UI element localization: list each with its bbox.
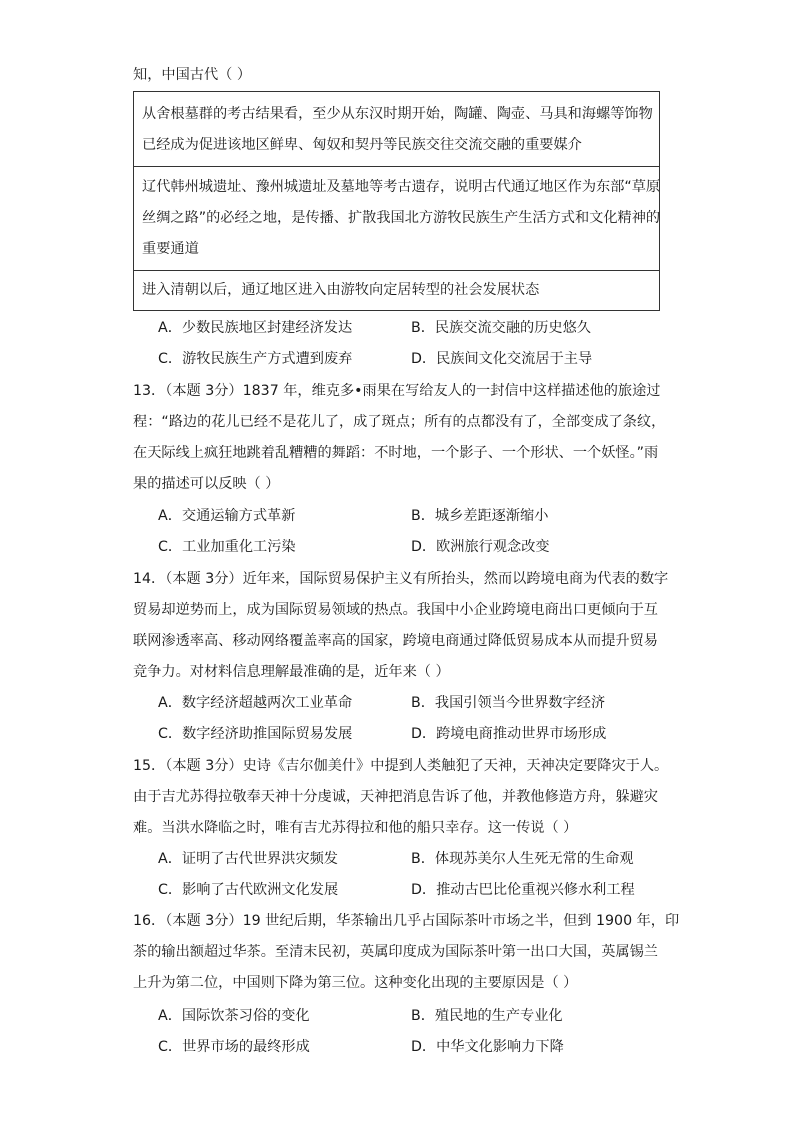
q14-stem-line: 14．（本题 3分）近年来，国际贸易保护主义有所抬头，然而以跨境电商为代表的数字 <box>133 571 669 587</box>
q13-stem-line: 程：“路边的花儿已经不是花儿了，成了斑点；所有的点都没有了，全部变成了条纹， <box>133 414 666 430</box>
q12-option-c[interactable]: C．游牧民族生产方式遭到废弃 <box>158 351 353 367</box>
q14-option-c[interactable]: C．数字经济助推国际贸易发展 <box>158 726 353 742</box>
q13-option-a[interactable]: A．交通运输方式革新 <box>158 508 296 524</box>
q16-stem-line: 16．（本题 3分）19 世纪后期，华茶输出几乎占国际茶叶市场之半，但到 1900 年，印 <box>133 913 680 929</box>
q14-stem-line: 竞争力。对材料信息理解最准确的是，近年来（ ） <box>133 664 450 680</box>
q15-option-a[interactable]: A．证明了古代世界洪灾频发 <box>158 851 338 867</box>
table-cell-line: 重要通道 <box>142 241 199 257</box>
q12-option-a[interactable]: A．少数民族地区封建经济发达 <box>158 320 353 336</box>
table-row <box>134 166 659 270</box>
q14-stem-line: 贸易却逆势而上，成为国际贸易领域的热点。我国中小企业跨境电商出口更倾向于互 <box>133 602 658 618</box>
q15-stem-line: 难。当洪水降临之时，唯有吉尤苏得拉和他的船只幸存。这一传说（ ） <box>133 820 578 836</box>
q13-option-c[interactable]: C．工业加重化工污染 <box>158 539 296 555</box>
table-row <box>134 92 659 166</box>
q13-option-d[interactable]: D．欧洲旅行观念改变 <box>411 539 550 555</box>
q12-option-d[interactable]: D．民族间文化交流居于主导 <box>411 351 593 367</box>
q15-option-b[interactable]: B．体现苏美尔人生死无常的生命观 <box>411 851 634 867</box>
q16-option-a[interactable]: A．国际饮茶习俗的变化 <box>158 1008 310 1024</box>
q16-option-d[interactable]: D．中华文化影响力下降 <box>411 1039 564 1055</box>
q14-option-a[interactable]: A．数字经济超越两次工业革命 <box>158 695 353 711</box>
q16-stem-line: 茶的输出额超过华茶。至清末民初，英属印度成为国际茶叶第一出口大国，英属锡兰 <box>133 944 658 960</box>
q16-option-c[interactable]: C．世界市场的最终形成 <box>158 1039 310 1055</box>
q16-option-b[interactable]: B．殖民地的生产专业化 <box>411 1008 563 1024</box>
q14-option-d[interactable]: D．跨境电商推动世界市场形成 <box>411 726 607 742</box>
q13-stem-line: 在天际线上疯狂地跳着乱糟糟的舞蹈：不时地，一个影子、一个形状、一个妖怪。”雨 <box>133 445 659 461</box>
q13-option-b[interactable]: B．城乡差距逐渐缩小 <box>411 508 549 524</box>
table-cell-line: 从舍根墓群的考古结果看，至少从东汉时期开始，陶罐、陶壶、马具和海螺等饰物 <box>142 106 653 122</box>
table-cell-line: 已经成为促进该地区鲜卑、匈奴和契丹等民族交往交流交融的重要媒介 <box>142 137 582 153</box>
q16-stem-line: 上升为第二位，中国则下降为第三位。这种变化出现的主要原因是（ ） <box>133 975 578 991</box>
q12-stem-tail: 知，中国古代（ ） <box>133 67 252 83</box>
table-cell-line: 辽代韩州城遗址、豫州城遗址及墓地等考古遗存，说明古代通辽地区作为东部“草原 <box>142 179 661 195</box>
table-cell-line: 丝绸之路”的必经之地，是传播、扩散我国北方游牧民族生产生活方式和文化精神的 <box>142 210 661 226</box>
q14-option-b[interactable]: B．我国引领当今世界数字经济 <box>411 695 606 711</box>
q15-stem-line: 15．（本题 3分）史诗《吉尔伽美什》中提到人类触犯了天神，天神决定要降灾于人。 <box>133 758 669 774</box>
q15-option-d[interactable]: D．推动古巴比伦重视兴修水利工程 <box>411 882 635 898</box>
q12-material-table <box>133 91 660 311</box>
q13-stem-line: 13．（本题 3分）1837 年，维克多•雨果在写给友人的一封信中这样描述他的旅途过 <box>133 383 661 399</box>
q15-stem-line: 由于吉尤苏得拉敬奉天神十分虔诚，天神把消息告诉了他，并教他修造方舟，躲避灾 <box>133 789 658 805</box>
q12-option-b[interactable]: B．民族交流交融的历史悠久 <box>411 320 591 336</box>
q14-stem-line: 联网渗透率高、移动网络覆盖率高的国家，跨境电商通过降低贸易成本从而提升贸易 <box>133 633 658 649</box>
table-cell-line: 进入清朝以后，通辽地区进入由游牧向定居转型的社会发展状态 <box>142 282 540 298</box>
q13-stem-line: 果的描述可以反映（ ） <box>133 476 280 492</box>
q15-option-c[interactable]: C．影响了古代欧洲文化发展 <box>158 882 339 898</box>
table-row <box>134 270 659 310</box>
